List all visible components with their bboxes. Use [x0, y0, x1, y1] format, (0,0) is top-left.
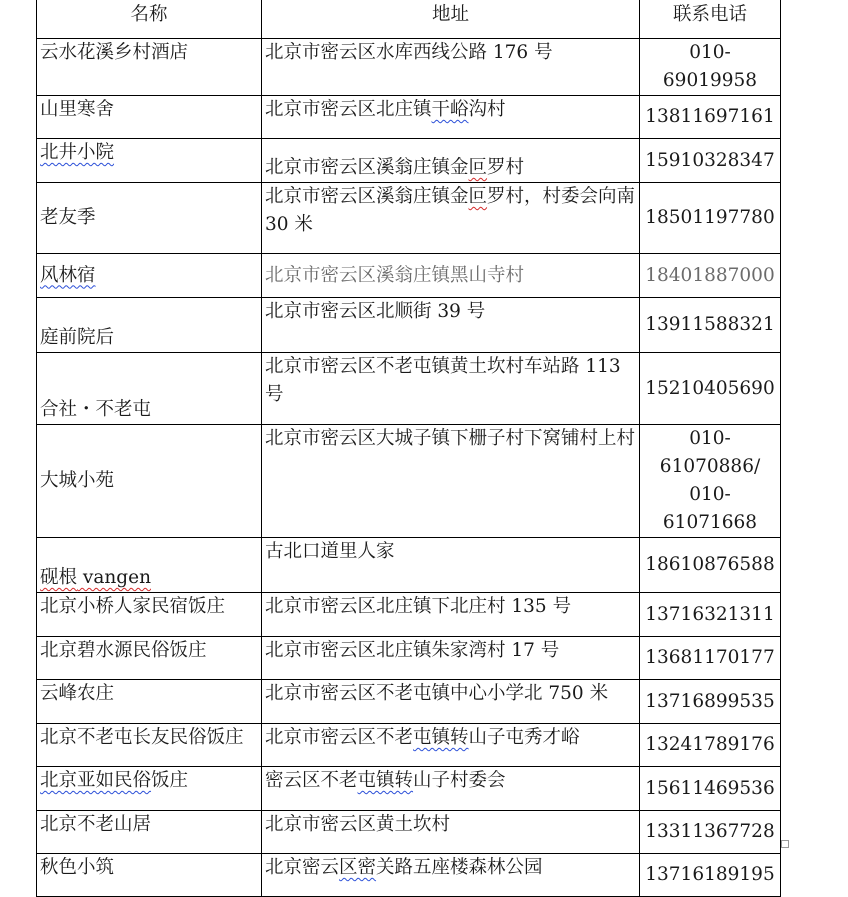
- lodging-phone-text: 010-69019958: [662, 42, 758, 91]
- table-row: [37, 139, 781, 183]
- lodging-name-text: 砚根: [40, 567, 78, 588]
- lodging-address-text: 北京市密云区溪翁庄镇黑山寺村: [265, 264, 525, 286]
- lodging-phone: [640, 425, 781, 538]
- lodging-contact-table: [36, 0, 781, 897]
- lodging-phone-text: 010-61070886/: [659, 428, 761, 477]
- lodging-address-text: 古北口道里人家: [265, 541, 395, 562]
- lodging-address-text: 北京市密云区水库西线公路 176 号: [265, 42, 553, 63]
- lodging-phone-text: 13911588321: [645, 314, 775, 335]
- spellcheck-flagged-text: 区密: [339, 857, 377, 878]
- lodging-name-text: 庭前院后: [40, 327, 115, 348]
- header-name: 名称: [37, 0, 262, 39]
- lodging-name-text: 北京小桥人家民宿饭庄: [40, 596, 226, 617]
- lodging-address: [262, 637, 640, 680]
- lodging-phone-text: 010-61071668: [662, 484, 758, 533]
- lodging-phone-text: 13311367728: [645, 821, 775, 842]
- spellcheck-flagged-text: 叵: [468, 186, 488, 207]
- lodging-name-text: 秋色小筑: [40, 857, 115, 878]
- lodging-address: [262, 183, 640, 254]
- spellcheck-flagged-text: 叵: [468, 157, 488, 178]
- lodging-address-text: 北京市密云区溪翁庄镇金: [265, 186, 469, 207]
- lodging-address-text: 北京市密云区不老: [265, 727, 414, 748]
- lodging-address-text: 罗村: [487, 157, 525, 178]
- lodging-name-text: 北井小院: [40, 142, 115, 163]
- lodging-address: [262, 353, 640, 425]
- table-row: [37, 854, 781, 897]
- lodging-phone-text: 15611469536: [645, 777, 775, 799]
- lodging-phone: [640, 39, 781, 96]
- spellcheck-flagged-text: 屯镇转: [357, 770, 414, 791]
- lodging-address-text: 北京市密云区北庄镇朱家湾村 17 号: [265, 640, 560, 661]
- lodging-phone: [640, 637, 781, 680]
- lodging-phone: [640, 254, 781, 298]
- lodging-name-text: 老友季: [40, 207, 96, 228]
- lodging-phone-text: 18501197780: [645, 207, 775, 228]
- lodging-name: [37, 353, 262, 425]
- table-row: [37, 767, 781, 811]
- lodging-address: [262, 254, 640, 298]
- lodging-address: [262, 854, 640, 897]
- lodging-name-text: 北京不老山居: [40, 814, 152, 835]
- lodging-address-text: 北京密云: [265, 857, 340, 878]
- lodging-name: [37, 183, 262, 254]
- header-address: 地址: [262, 0, 640, 39]
- lodging-phone-text: 13241789176: [645, 734, 775, 755]
- lodging-name-text: 山里寒舍: [40, 99, 115, 120]
- lodging-address-text: 山子屯秀才峪: [468, 727, 580, 748]
- header-phone: 联系电话: [640, 0, 781, 39]
- lodging-name: [37, 39, 262, 96]
- lodging-name: [37, 811, 262, 854]
- lodging-phone-text: 13681170177: [645, 647, 775, 668]
- lodging-name-text: 云水花溪乡村酒店: [40, 42, 189, 63]
- lodging-name-text: 北京碧水源民俗饭庄: [40, 640, 207, 661]
- lodging-name: [37, 298, 262, 353]
- lodging-phone: [640, 767, 781, 811]
- table-row: [37, 811, 781, 854]
- lodging-phone: [640, 298, 781, 353]
- lodging-name: [37, 767, 262, 811]
- lodging-phone: [640, 593, 781, 637]
- lodging-phone-text: 13716899535: [645, 690, 775, 712]
- lodging-name: [37, 724, 262, 767]
- lodging-phone: [640, 353, 781, 425]
- lodging-address: [262, 538, 640, 593]
- lodging-name: [37, 96, 262, 139]
- table-row: [37, 680, 781, 724]
- lodging-phone-text: 18401887000: [645, 264, 775, 286]
- table-row: [37, 254, 781, 298]
- table-row: [37, 183, 781, 254]
- table-header-row: [37, 0, 781, 39]
- lodging-name: [37, 680, 262, 724]
- lodging-phone-text: 13716321311: [645, 603, 775, 625]
- lodging-name-text: 大城小苑: [40, 470, 115, 491]
- lodging-phone: [640, 183, 781, 254]
- lodging-address-text: 北京市密云区大城子镇下栅子村下窝铺村上村: [265, 428, 636, 449]
- lodging-name: [37, 254, 262, 298]
- table-row: [37, 425, 781, 538]
- lodging-name-text: vangen: [77, 567, 151, 588]
- lodging-phone: [640, 96, 781, 139]
- lodging-address-text: 北京市密云区北庄镇: [265, 99, 432, 120]
- lodging-phone: [640, 811, 781, 854]
- lodging-phone: [640, 724, 781, 767]
- lodging-address: [262, 724, 640, 767]
- lodging-phone: [640, 139, 781, 183]
- table-row: [37, 637, 781, 680]
- lodging-address-text: 北京市密云区北庄镇下北庄村 135 号: [265, 596, 572, 617]
- lodging-phone: [640, 538, 781, 593]
- table-row: [37, 298, 781, 353]
- lodging-name: [37, 854, 262, 897]
- spellcheck-flagged-text: 屯镇转: [413, 727, 469, 748]
- lodging-name-text: 合社・不老屯: [40, 399, 152, 420]
- lodging-address: [262, 593, 640, 637]
- lodging-address-text: 沟村: [468, 99, 506, 120]
- lodging-address-text: 北京市密云区不老屯镇黄土坎村车站路 113 号: [265, 356, 621, 405]
- table-row: [37, 724, 781, 767]
- table-row: [37, 353, 781, 425]
- lodging-address-text: 北京市密云区北顺街 39 号: [265, 301, 486, 322]
- lodging-name-text: 饭庄: [151, 770, 189, 791]
- table-row: [37, 96, 781, 139]
- lodging-phone: [640, 680, 781, 724]
- lodging-address-text: 北京市密云区黄土坎村: [265, 814, 451, 835]
- lodging-phone-text: 18610876588: [645, 554, 775, 575]
- lodging-address-text: 关路五座楼森林公园: [376, 857, 543, 878]
- lodging-address: [262, 767, 640, 811]
- lodging-address: [262, 298, 640, 353]
- lodging-phone: [640, 854, 781, 897]
- page-corner-marker: [781, 840, 789, 848]
- lodging-phone-text: 15910328347: [645, 149, 775, 171]
- lodging-name: [37, 538, 262, 593]
- lodging-phone-text: 13716189195: [645, 864, 775, 885]
- lodging-address: [262, 39, 640, 96]
- lodging-address-text: 北京市密云区溪翁庄镇金: [265, 157, 469, 178]
- table-row: [37, 39, 781, 96]
- spellcheck-flagged-text: 干峪: [431, 99, 469, 120]
- lodging-address-text: 罗村，村委会向南 30 米: [265, 186, 636, 235]
- lodging-name-text: 北京亚如民俗: [40, 770, 152, 791]
- lodging-name: [37, 425, 262, 538]
- table-row: [37, 538, 781, 593]
- lodging-name-text: 风林宿: [40, 264, 96, 286]
- lodging-address: [262, 680, 640, 724]
- lodging-address: [262, 96, 640, 139]
- lodging-address: [262, 139, 640, 183]
- lodging-name-text: 云峰农庄: [40, 683, 115, 704]
- lodging-address-text: 山子村委会: [413, 770, 506, 791]
- lodging-address-text: 北京市密云区不老屯镇中心小学北 750 米: [265, 683, 609, 704]
- lodging-name: [37, 593, 262, 637]
- lodging-name: [37, 139, 262, 183]
- lodging-phone-text: 15210405690: [645, 377, 775, 399]
- lodging-name-text: 北京不老屯长友民俗饭庄: [40, 727, 244, 748]
- table-row: [37, 593, 781, 637]
- lodging-name: [37, 637, 262, 680]
- lodging-address: [262, 811, 640, 854]
- lodging-phone-text: 13811697161: [645, 106, 775, 127]
- lodging-address-text: 密云区不老: [265, 770, 358, 791]
- lodging-address: [262, 425, 640, 538]
